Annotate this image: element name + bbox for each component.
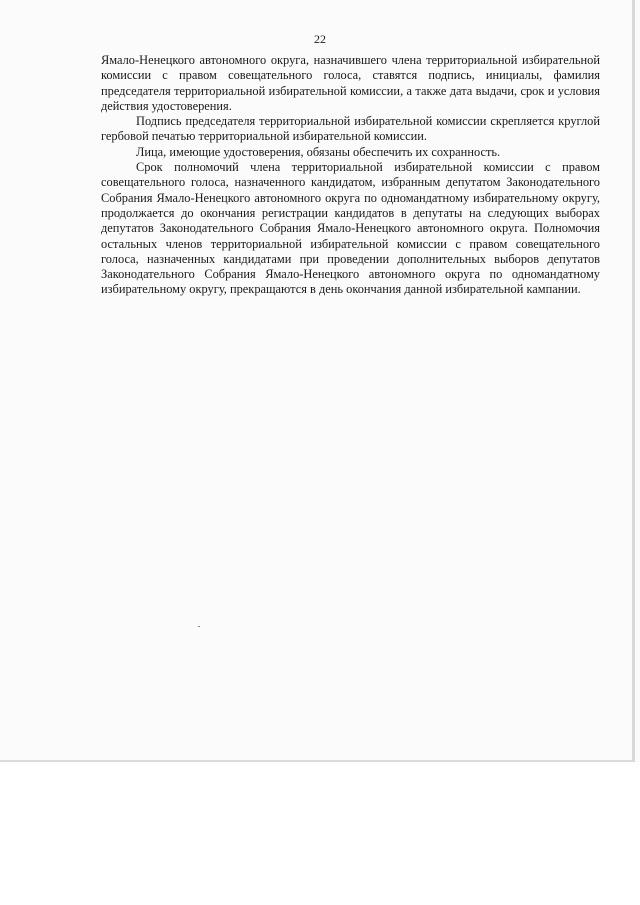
paragraph-issuer-signature: Ямало-Ненецкого автономного округа, назначившего члена территориальной избирательной комиссии с правом совещательного голоса, ставятся подпись, инициалы, фамилия председателя территориальной избирательной комиссии, а также дата выдачи, срок и условия действия удостоверения. (101, 53, 600, 113)
page-number: 22 (314, 32, 326, 46)
paragraph-safekeeping: Лица, имеющие удостоверения, обязаны обеспечить их сохранность. (136, 144, 501, 159)
paragraph-term-of-office: Срок полномочий члена территориальной избирательной комиссии с правом совещательного голоса, назначенного кандидатом, избранным депутатом Законодательного Собрания Ямало-Ненецкого автономного округа по одномандатному избирательному округу, продолжается до окончания регистрации кандидатов в депутаты на следующих выборах депутатов Законодательного Собрания Ямало-Ненецкого автономного округа. Полномочия остальных членов территориальной избирательной комиссии с правом совещательного голоса, назначенных кандидатами при проведении дополнительных выборов депутатов Законодательного Собрания Ямало-Ненецкого автономного округа по одномандатному избирательному округу, прекращаются в день окончания данной избирательной кампании. (101, 160, 600, 297)
document-body (101, 53, 600, 298)
paragraph-seal: Подпись председателя территориальной избирательной комиссии скрепляется круглой гербовой печатью территориальной избирательной комиссии. (101, 114, 600, 144)
scan-speck (198, 626, 200, 627)
scan-edge-right (632, 0, 635, 762)
scan-edge-bottom (0, 760, 635, 762)
